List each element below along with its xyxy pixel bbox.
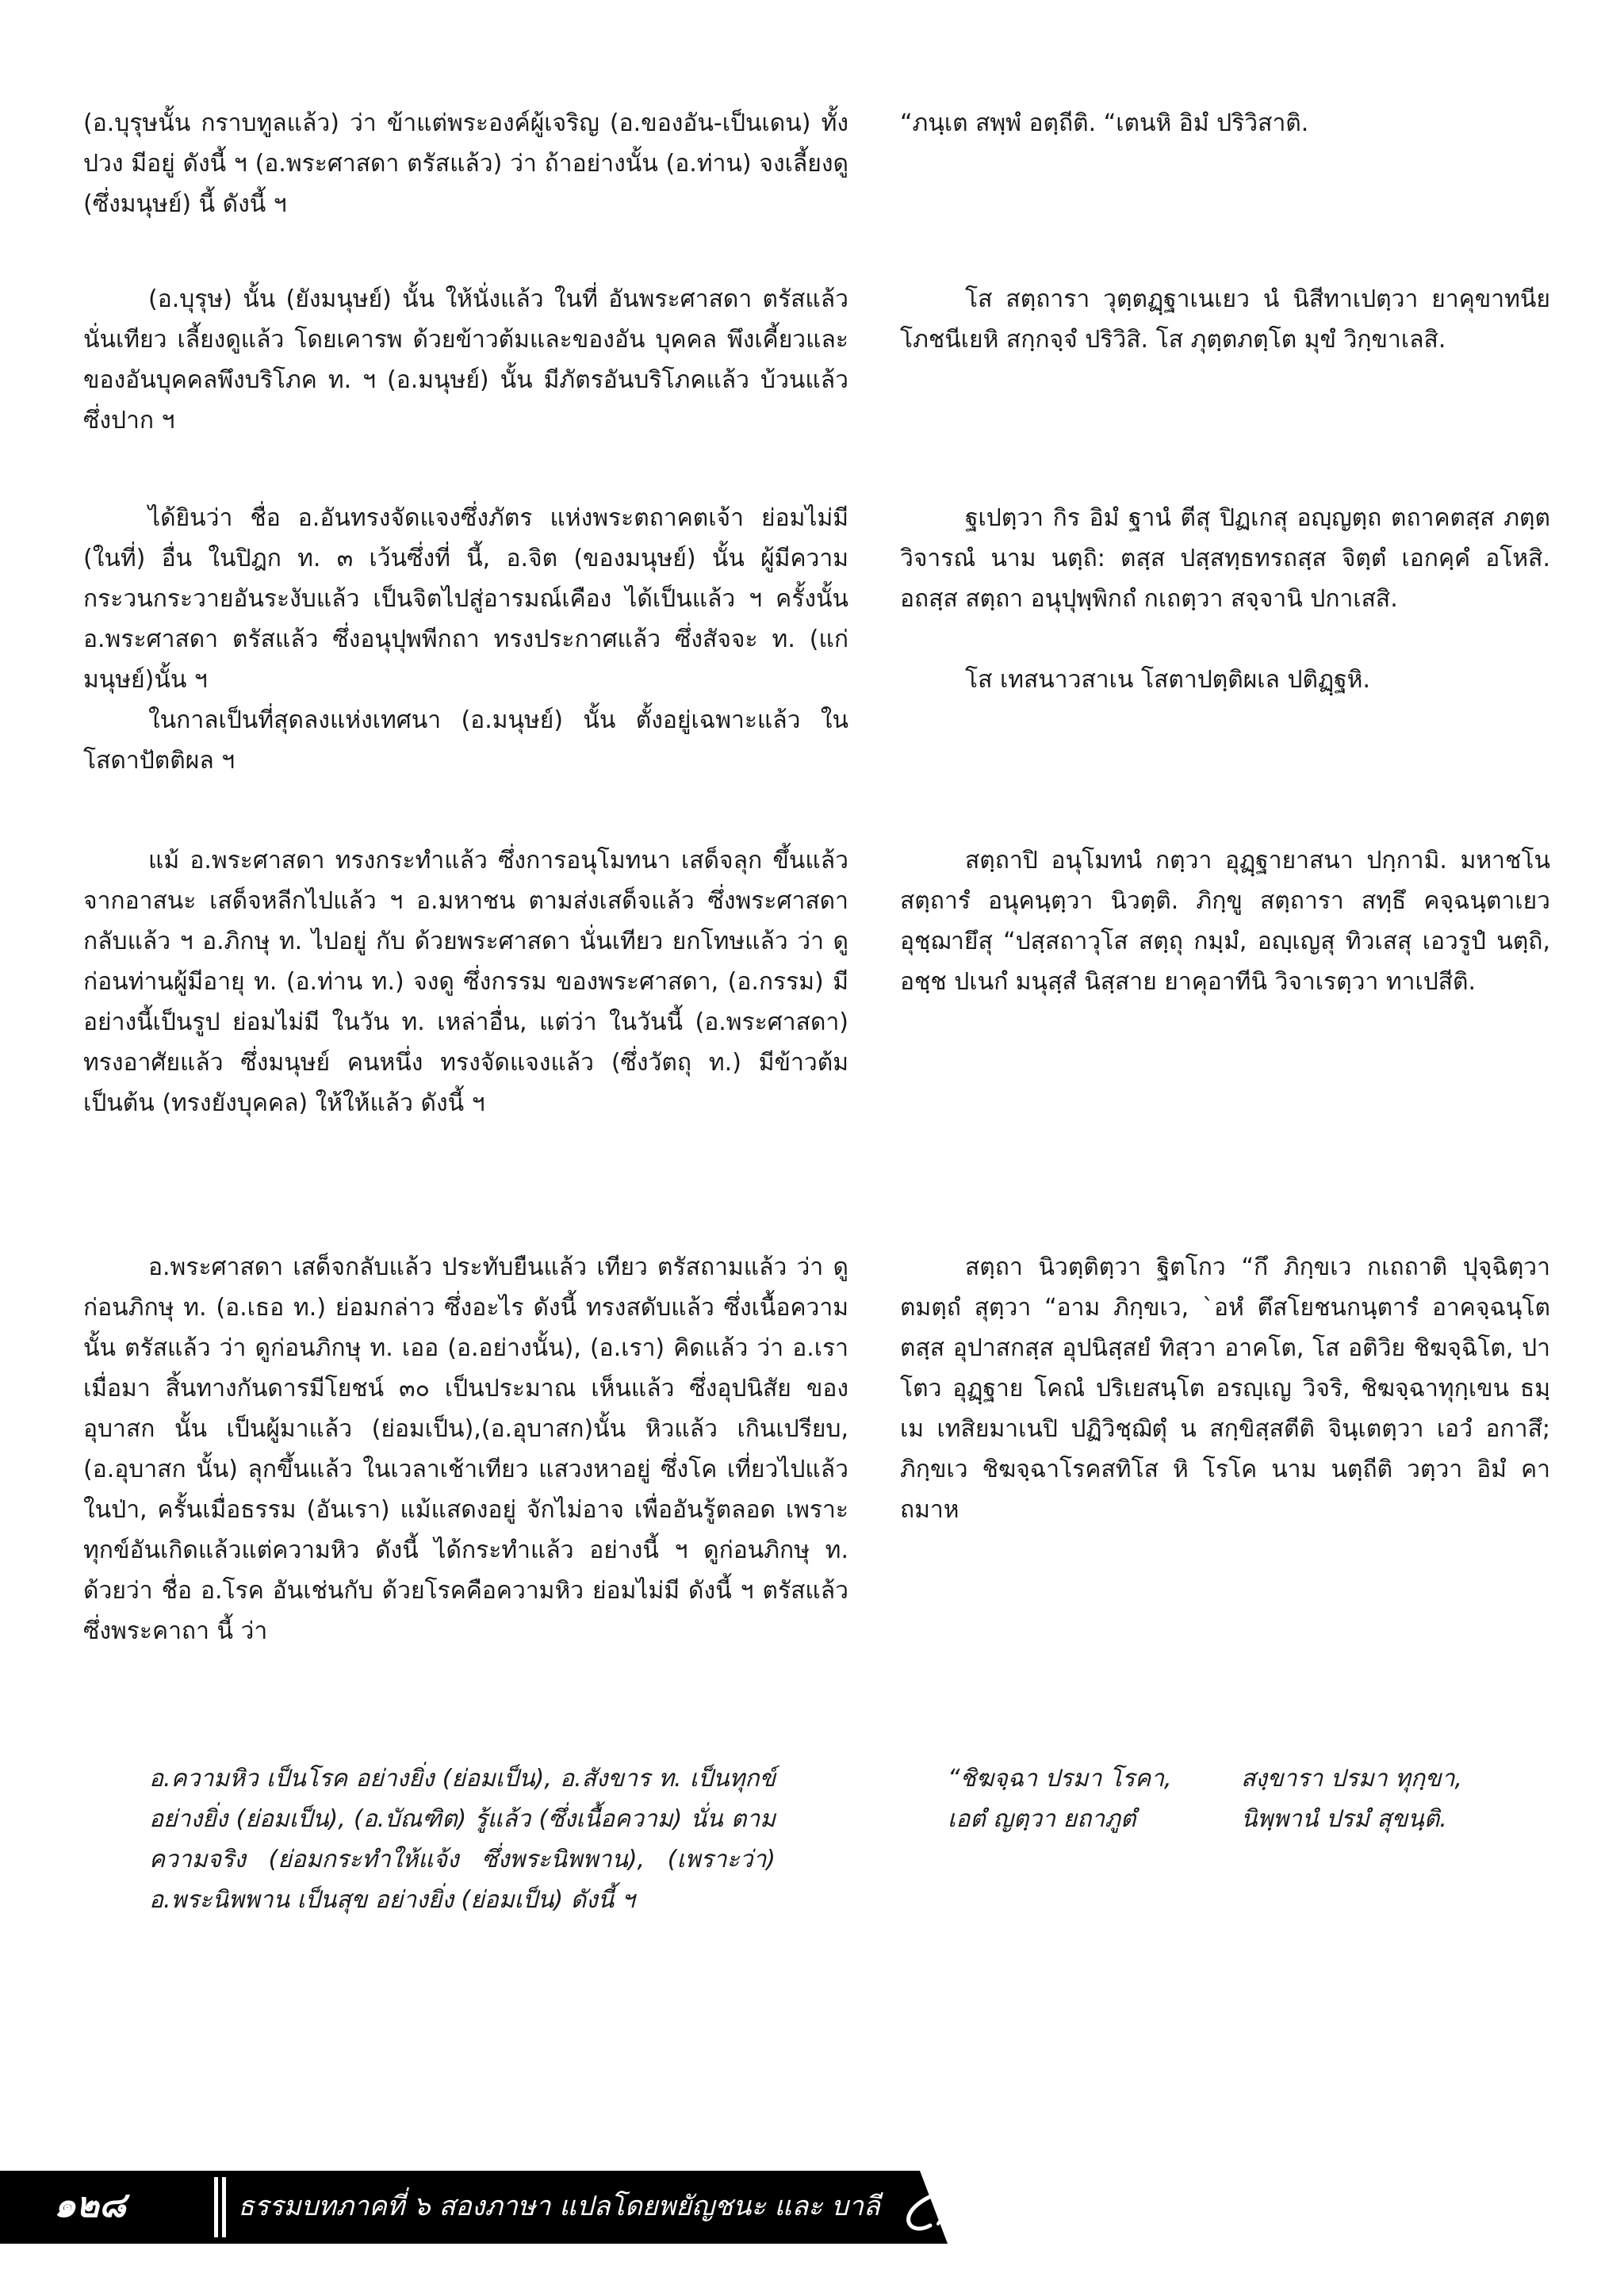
thai-paragraph: ในกาลเป็นที่สุดลงแห่งเทศนา (อ.มนุษย์) นั้น ตั้งอยู่เฉพาะแล้ว ในโสดาปัตติผล ฯ	[83, 706, 848, 775]
verse-hemistich: นิพฺพานํ ปรมํ สุขนฺติ.	[1241, 1805, 1447, 1833]
pali-paragraph: สตฺถาปิ อนุโมทนํ กตฺวา อุฏฺฐายาสนา ปกฺกามิ. มหาชโน สตฺถารํ อนุคนฺตฺวา นิวตฺติ. ภิกฺขู สตฺถารา สทฺธึ คจฺฉนฺตาเยว อุชฺฌายึสุ “ปสฺสถาวุโส สตฺถุ กมฺมํ, อญฺเญสุ ทิวเสสุ เอวรูปํ นตฺถิ, อชฺช ปเนกํ มนุสฺสํ นิสฺสาย ยาคุอาทีนิ วิจาเรตฺวา ทาเปสีติ.	[900, 847, 1550, 996]
thai-translation-column	[83, 498, 848, 781]
pali-paragraph: ฐเปตฺวา กิร อิมํ ฐานํ ตีสุ ปิฏเกสุ อญฺญตฺถ ตถาคตสฺส ภตฺตวิจารณํ นาม นตฺถิ: ตสฺส ปสฺสทฺธทรถสฺส จิตฺตํ เอกคฺคํ อโหสิ. อถสฺส สตฺถา อนุปุพฺพิกถํ กเถตฺวา สจฺจานิ ปกาเสสิ.	[900, 504, 1550, 613]
pali-paragraph: โส เทสนาวสาเน โสตาปตฺติผเล ปติฏฺฐหิ.	[965, 666, 1370, 694]
thai-translation-column	[83, 279, 848, 441]
pali-column	[900, 840, 1550, 1002]
thai-translation-column	[83, 1247, 848, 1651]
pali-paragraph: โส สตฺถารา วุตฺตฏฺฐาเนเยว นํ นิสีทาเปตฺวา ยาคุขาทนียโภชนีเยหิ สกฺกจฺจํ ปริวิสิ. โส ภุตฺตภตฺโต มุขํ วิกฺขาเลสิ.	[900, 285, 1550, 354]
running-title: ธรรมบทภาคที่ ๖ สองภาษา แปลโดยพยัญชนะ และ บาลี	[238, 2191, 880, 2222]
pali-column	[900, 103, 1550, 144]
thai-paragraph: อ.พระศาสดา เสด็จกลับแล้ว ประทับยืนแล้ว เทียว ตรัสถามแล้ว ว่า ดูก่อนภิกษุ ท. (อ.เธอ ท.) ย่อมกล่าว ซึ่งอะไร ดังนี้ ทรงสดับแล้ว ซึ่งเนื้อความ นั้น ตรัสแล้ว ว่า ดูก่อนภิกษุ ท. เออ (อ.อย่างนั้น), (อ.เรา) คิดแล้ว ว่า อ.เรา เมื่อมา สิ้นทางกันดารมีโยชน์ ๓๐ เป็นประมาณ เห็นแล้ว ซึ่งอุปนิสัย ของอุบาสก นั้น เป็นผู้มาแล้ว (ย่อมเป็น),(อ.อุบาสก)นั้น หิวแล้ว เกินเปรียบ, (อ.อุบาสก นั้น) ลุกขึ้นแล้ว ในเวลาเช้าเทียว แสวงหาอยู่ ซึ่งโค เที่ยวไปแล้ว ในป่า, ครั้นเมื่อธรรม (อันเรา) แม้แสดงอยู่ จักไม่อาจ เพื่ออันรู้ตลอด เพราะทุกข์อันเกิดแล้วแต่ความหิว ดังนี้ ได้กระทำแล้ว อย่างนี้ ฯ ดูก่อนภิกษุ ท. ด้วยว่า ชื่อ อ.โรค อันเช่นกับ ด้วยโรคคือความหิว ย่อมไม่มี ดังนี้ ฯ ตรัสแล้ว ซึ่งพระคาถา นี้ ว่า	[83, 1253, 848, 1645]
thai-paragraph: (อ.บุรุษนั้น กราบทูลแล้ว) ว่า ข้าแต่พระองค์ผู้เจริญ (อ.ของอัน-เป็นเดน) ทั้งปวง มีอยู่ ดังนี้ ฯ (อ.พระศาสดา ตรัสแล้ว) ว่า ถ้าอย่างนั้น (อ.ท่าน) จงเลี้ยงดู (ซึ่งมนุษย์) นี้ ดังนี้ ฯ	[83, 109, 848, 218]
thai-verse: อ.ความหิว เป็นโรค อย่างยิ่ง (ย่อมเป็น), อ.สังขาร ท. เป็นทุกข์ อย่างยิ่ง (ย่อมเป็น), (อ.บัณฑิต) รู้แล้ว (ซึ่งเนื้อความ) นั่น ตามความจริง (ย่อมกระทำให้แจ้ง ซึ่งพระนิพพาน), (เพราะว่า) อ.พระนิพพาน เป็นสุข อย่างยิ่ง (ย่อมเป็น) ดังนี้ ฯ	[149, 1765, 776, 1914]
thai-paragraph: แม้ อ.พระศาสดา ทรงกระทำแล้ว ซึ่งการอนุโมทนา เสด็จลุก ขึ้นแล้ว จากอาสนะ เสด็จหลีกไปแล้ว ฯ อ.มหาชน ตามส่งเสด็จแล้ว ซึ่งพระศาสดา กลับแล้ว ฯ อ.ภิกษุ ท. ไปอยู่ กับ ด้วยพระศาสดา นั่นเทียว ยกโทษแล้ว ว่า ดูก่อนท่านผู้มีอายุ ท. (อ.ท่าน ท.) จงดู ซึ่งกรรม ของพระศาสดา, (อ.กรรม) มีอย่างนี้เป็นรูป ย่อมไม่มี ในวัน ท. เหล่าอื่น, แต่ว่า ในวันนี้ (อ.พระศาสดา) ทรงอาศัยแล้ว ซึ่งมนุษย์ คนหนึ่ง ทรงจัดแจงแล้ว (ซึ่งวัตถุ ท.) มีข้าวต้มเป็นต้น (ทรงยังบุคคล) ให้ให้แล้ว ดังนี้ ฯ	[83, 847, 848, 1117]
verse-hemistich: เอตํ ญตฺวา ยถาภูตํ	[948, 1805, 1136, 1833]
pali-column	[900, 1247, 1550, 1530]
pali-column	[900, 498, 1550, 700]
footer-divider	[222, 2177, 226, 2237]
thai-paragraph: ได้ยินว่า ชื่อ อ.อันทรงจัดแจงซึ่งภัตร แห่งพระตถาคตเจ้า ย่อมไม่มี (ในที่) อื่น ในปิฎก ท. ๓ เว้นซึ่งที่ นี้, อ.จิต (ของมนุษย์) นั้น ผู้มีความกระวนกระวายอันระงับแล้ว เป็นจิตไปสู่อารมณ์เคือง ได้เป็นแล้ว ฯ ครั้งนั้น อ.พระศาสดา ตรัสแล้ว ซึ่งอนุปุพพีกถา ทรงประกาศแล้ว ซึ่งสัจจะ ท. (แก่มนุษย์)นั้น ฯ	[83, 504, 848, 694]
verse-line	[948, 1799, 1566, 1839]
thai-translation-column	[83, 840, 848, 1123]
pali-paragraph: “ภนฺเต สพฺพํ อตฺถีติ. “เตนหิ อิมํ ปริวิสาติ.	[900, 109, 1309, 137]
pali-column	[900, 279, 1550, 360]
verse-hemistich: สงฺขารา ปรมา ทุกฺขา,	[1241, 1765, 1462, 1793]
pali-verse	[948, 1758, 1566, 1839]
page-number: ๑๒๘	[54, 2185, 126, 2225]
verse-line	[948, 1758, 1566, 1799]
pali-paragraph: สตฺถา นิวตฺติตฺวา ฐิตโกว “กึ ภิกฺขเว กเถถาติ ปุจฺฉิตฺวา ตมตฺถํ สุตฺวา “อาม ภิกฺขเว, `อหํ ตึสโยชนกนฺตารํ อาคจฺฉนฺโต ตสฺส อุปาสกสฺส อุปนิสฺสยํ ทิสฺวา อาคโต, โส อติวิย ชิฆจฺฉิโต, ปาโตว อุฏฺฐาย โคณํ ปริเยสนฺโต อรญฺเญ วิจริ, ชิฆจฺฉาทุกฺเขน ธมฺเม เทสิยมาเนปิ ปฏิวิชฺฌิตุํ น สกฺขิสฺสตีติ จินฺเตตฺวา เอวํ อกาสึ; ภิกฺขเว ชิฆจฺฉาโรคสทิโส หิ โรโค นาม นตฺถีติ วตฺวา อิมํ คาถมาห	[900, 1253, 1550, 1524]
verse-hemistich: “ชิฆจฺฉา ปรมา โรคา,	[948, 1765, 1172, 1793]
thai-paragraph: (อ.บุรุษ) นั้น (ยังมนุษย์) นั้น ให้นั่งแล้ว ในที่ อันพระศาสดา ตรัสแล้วนั่นเทียว เลี้ยงดูแล้ว โดยเคารพ ด้วยข้าวต้มและของอัน บุคคล พึงเคี้ยวและของอันบุคคลพึงบริโภค ท. ฯ (อ.มนุษย์) นั้น มีภัตรอันบริโภคแล้ว บ้วนแล้ว ซึ่งปาก ฯ	[83, 285, 848, 434]
thai-translation-column	[83, 103, 848, 224]
swirl-ornament-icon	[892, 2176, 967, 2240]
footer-divider	[214, 2177, 218, 2237]
